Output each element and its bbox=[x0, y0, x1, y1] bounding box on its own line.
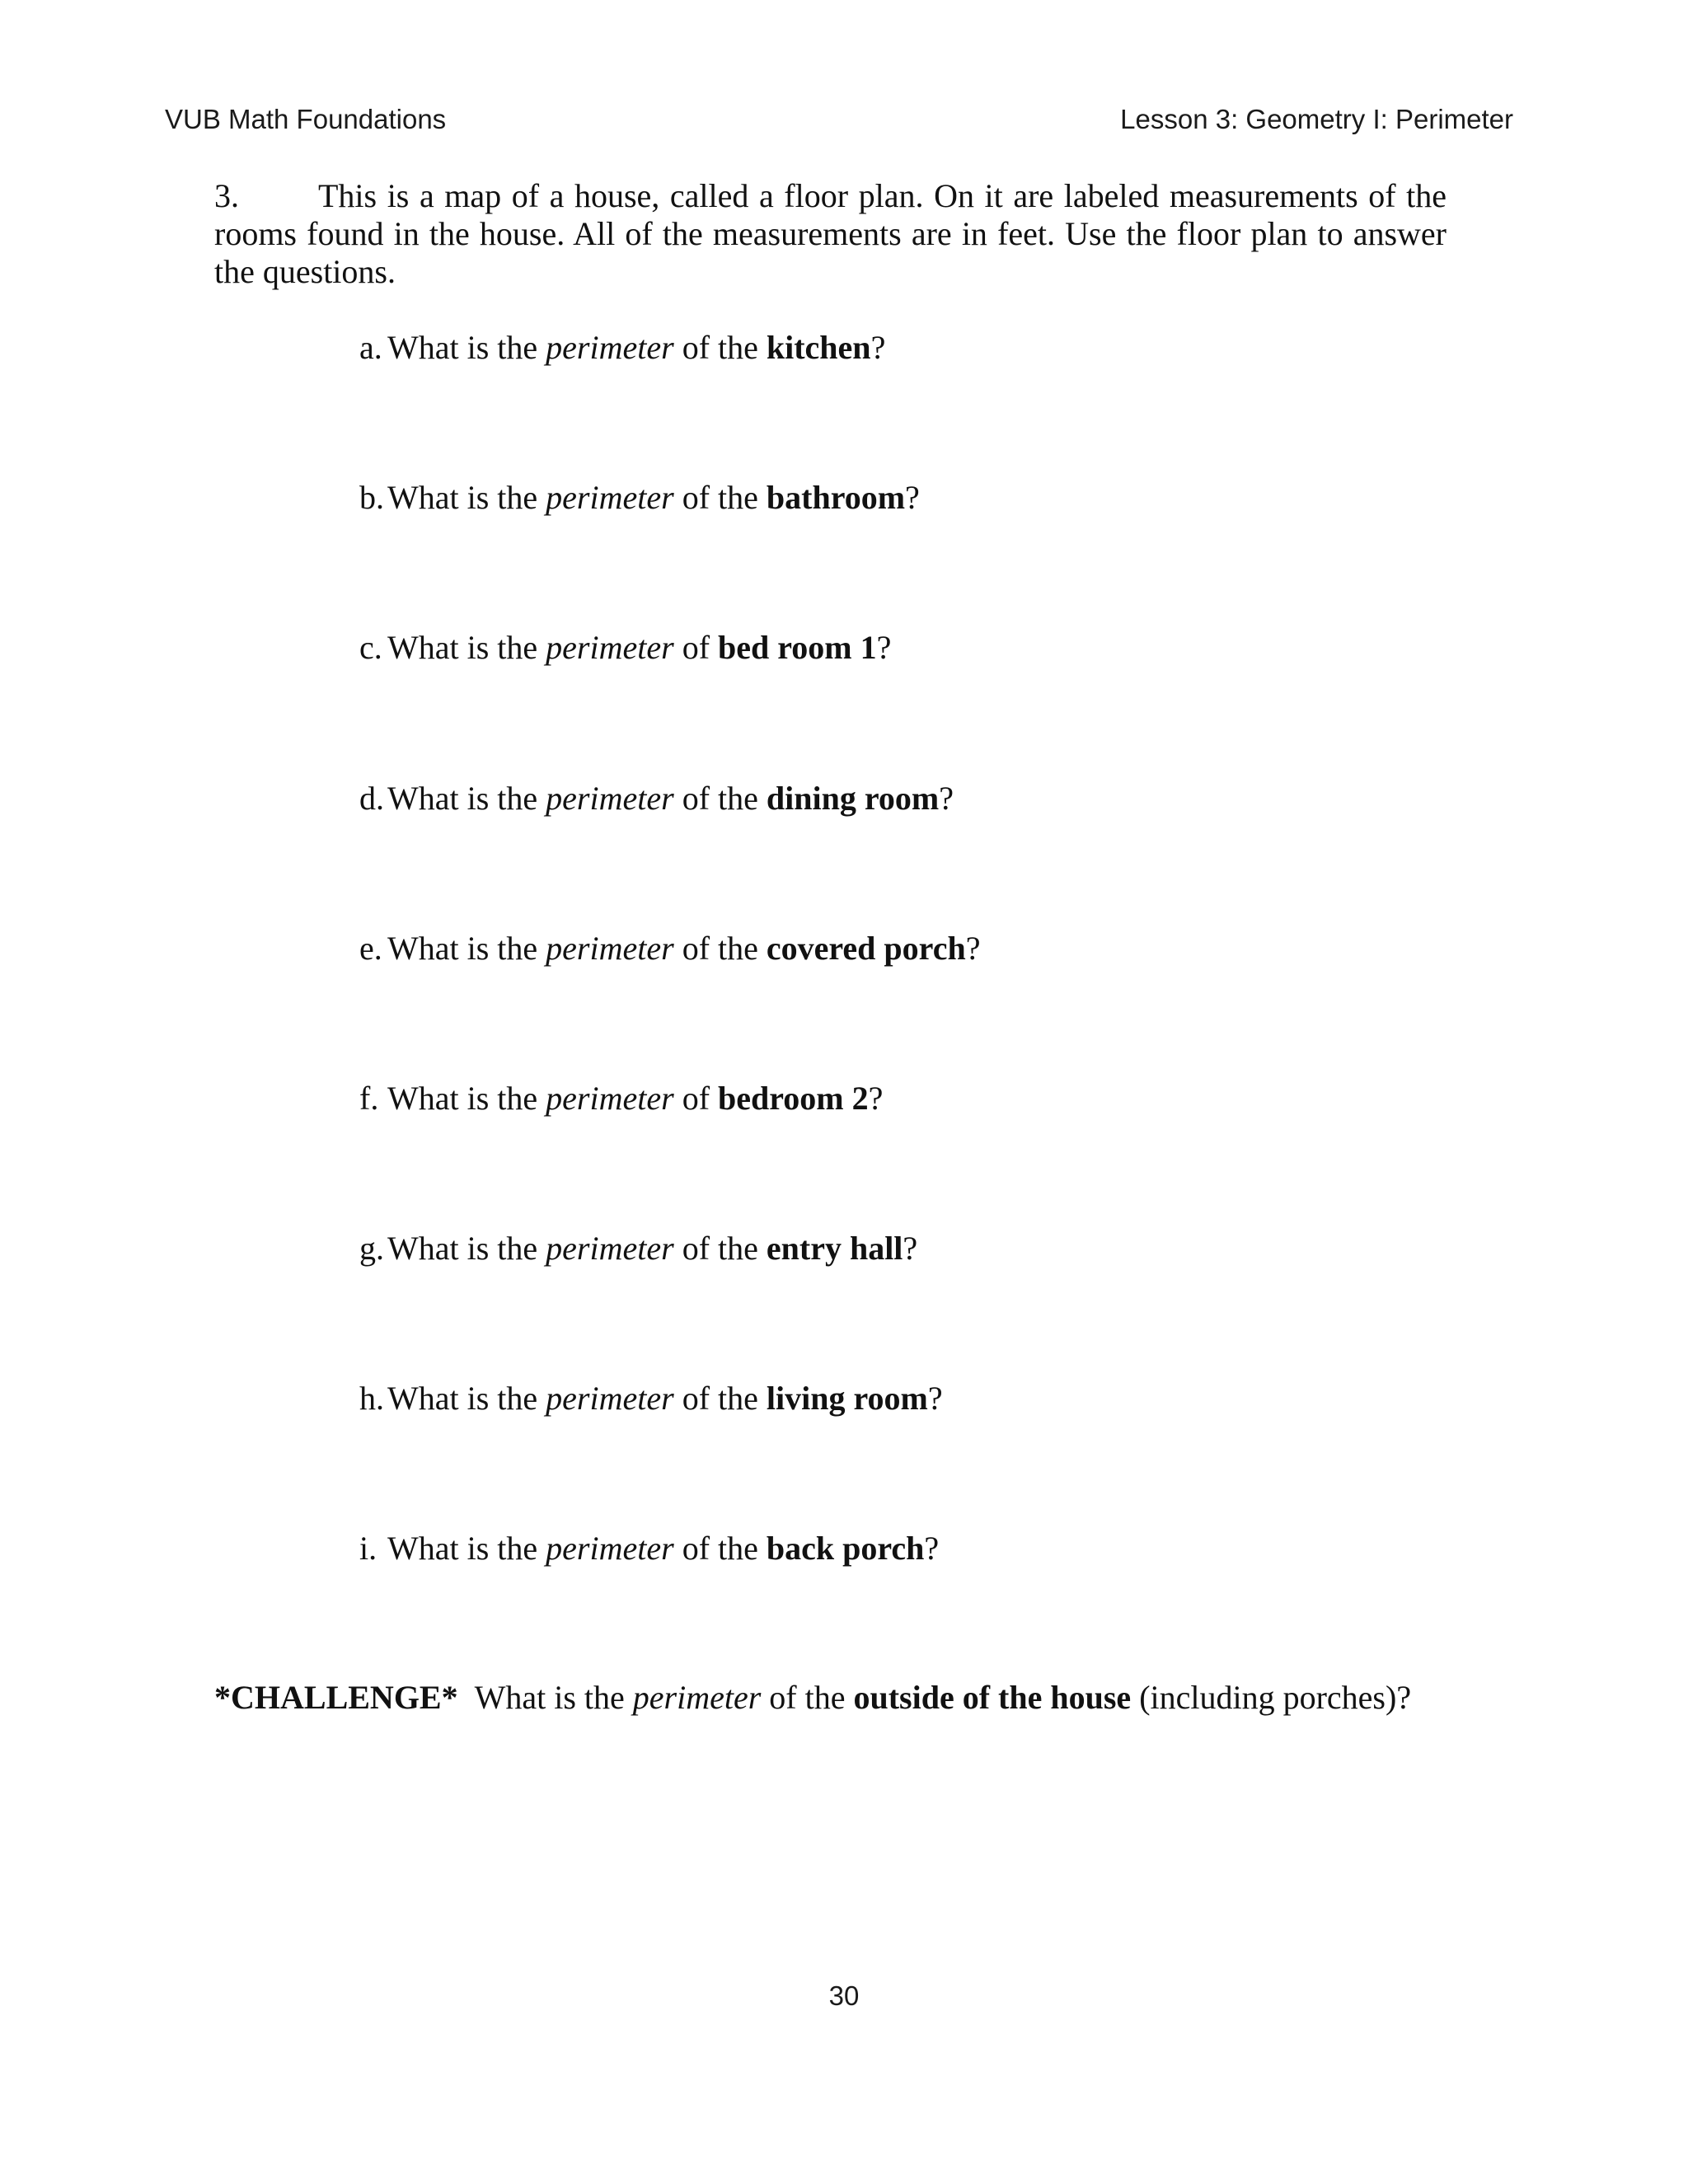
challenge-emphasis: perimeter bbox=[632, 1679, 762, 1716]
question-room: bed room 1 bbox=[718, 629, 877, 666]
question-emphasis: perimeter bbox=[546, 780, 674, 817]
question-text: of the bbox=[673, 930, 767, 967]
question-i bbox=[359, 1529, 939, 1568]
question-text: ? bbox=[965, 930, 981, 967]
challenge-text: (including porches)? bbox=[1131, 1679, 1412, 1716]
question-e bbox=[359, 929, 980, 968]
question-d bbox=[359, 779, 954, 818]
question-text: What is the bbox=[387, 1230, 546, 1267]
header-lesson-title: Lesson 3: Geometry I: Perimeter bbox=[1120, 104, 1513, 134]
question-emphasis: perimeter bbox=[546, 1080, 674, 1117]
question-g bbox=[359, 1229, 917, 1268]
question-room: entry hall bbox=[766, 1230, 903, 1267]
question-room: bedroom 2 bbox=[718, 1080, 869, 1117]
header-course-title: VUB Math Foundations bbox=[165, 104, 447, 134]
question-letter: i. bbox=[359, 1530, 377, 1567]
question-h bbox=[359, 1379, 943, 1418]
problem-text: This is a map of a house, called a floor plan. On it are labeled measurements of the rooms found in the house. All of the measurements are in feet. Use the floor plan to answer the questions. bbox=[214, 177, 1447, 290]
question-text: of the bbox=[673, 1230, 767, 1267]
question-emphasis: perimeter bbox=[546, 629, 674, 666]
question-f bbox=[359, 1079, 883, 1118]
question-emphasis: perimeter bbox=[546, 329, 674, 366]
challenge-subject: outside of the house bbox=[853, 1679, 1132, 1716]
question-text: What is the bbox=[387, 780, 546, 817]
page-number: 30 bbox=[828, 1980, 860, 2011]
question-text: ? bbox=[903, 1230, 918, 1267]
question-text: What is the bbox=[387, 930, 546, 967]
question-emphasis: perimeter bbox=[546, 1230, 674, 1267]
question-text: What is the bbox=[387, 479, 546, 516]
question-text: of the bbox=[673, 1380, 767, 1417]
question-text: What is the bbox=[387, 329, 546, 366]
question-emphasis: perimeter bbox=[546, 930, 674, 967]
question-c bbox=[359, 628, 891, 667]
question-text: ? bbox=[868, 1080, 884, 1117]
question-letter: b. bbox=[359, 479, 384, 516]
question-room: dining room bbox=[766, 780, 940, 817]
question-letter: d. bbox=[359, 780, 384, 817]
question-emphasis: perimeter bbox=[546, 479, 674, 516]
question-emphasis: perimeter bbox=[546, 1380, 674, 1417]
question-text: of bbox=[673, 629, 719, 666]
question-text: What is the bbox=[387, 629, 546, 666]
question-text: ? bbox=[939, 780, 954, 817]
question-text: of bbox=[673, 1080, 719, 1117]
question-letter: a. bbox=[359, 329, 382, 366]
question-letter: f. bbox=[359, 1080, 379, 1117]
question-a bbox=[359, 328, 885, 367]
question-letter: g. bbox=[359, 1230, 384, 1267]
challenge-text: What is the bbox=[474, 1679, 633, 1716]
challenge-label: *CHALLENGE* bbox=[214, 1679, 458, 1716]
question-room: covered porch bbox=[766, 930, 966, 967]
question-text: ? bbox=[876, 629, 892, 666]
question-text: of the bbox=[673, 1530, 767, 1567]
question-text: What is the bbox=[387, 1380, 546, 1417]
question-text: of the bbox=[673, 780, 767, 817]
question-text: ? bbox=[870, 329, 886, 366]
question-room: kitchen bbox=[766, 329, 871, 366]
question-emphasis: perimeter bbox=[546, 1530, 674, 1567]
question-text: What is the bbox=[387, 1530, 546, 1567]
question-text: ? bbox=[927, 1380, 943, 1417]
challenge-text: of the bbox=[761, 1679, 854, 1716]
question-text: What is the bbox=[387, 1080, 546, 1117]
problem-number: 3. bbox=[214, 177, 239, 214]
problem-intro bbox=[214, 177, 1447, 291]
question-room: living room bbox=[766, 1380, 928, 1417]
question-letter: c. bbox=[359, 629, 382, 666]
question-room: back porch bbox=[766, 1530, 925, 1567]
question-text: ? bbox=[905, 479, 920, 516]
question-letter: e. bbox=[359, 930, 382, 967]
challenge-question bbox=[214, 1678, 1411, 1717]
question-text: of the bbox=[673, 329, 767, 366]
question-b bbox=[359, 478, 920, 517]
question-room: bathroom bbox=[766, 479, 906, 516]
question-letter: h. bbox=[359, 1380, 384, 1417]
question-text: ? bbox=[924, 1530, 940, 1567]
question-text: of the bbox=[673, 479, 767, 516]
